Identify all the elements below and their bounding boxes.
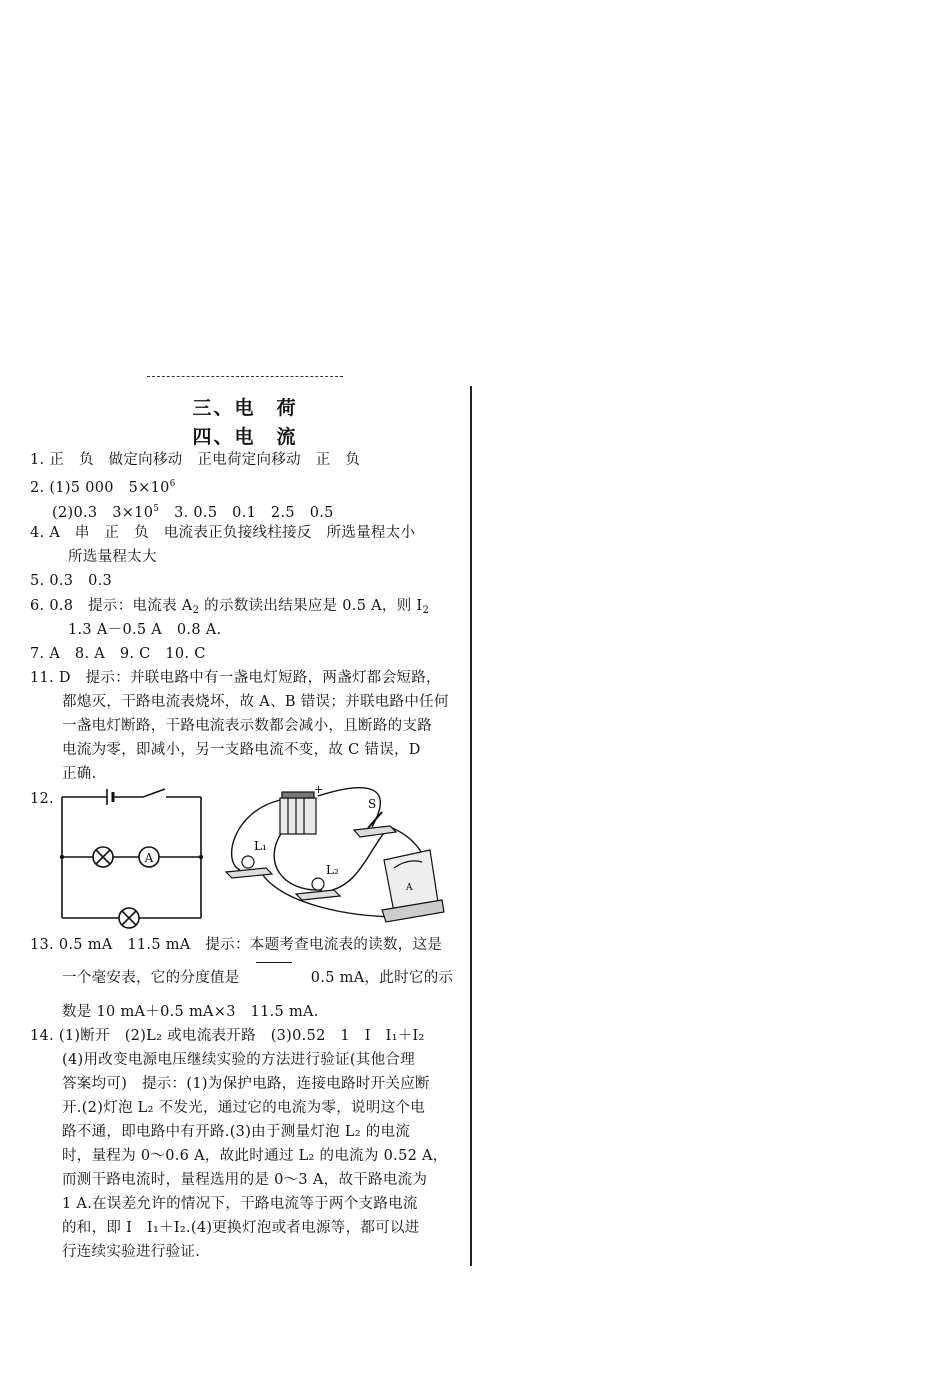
answer-14-line: 行连续实验进行验证. [62,1244,201,1260]
lamp-l2-label: L₂ [326,863,339,877]
answer-14-line: 时，量程为 0～0.6 A，故此时通过 L₂ 的电流为 0.52 A， [62,1148,448,1164]
answer-12-label: 12. [30,791,54,807]
answer-1: 1. 正 负 做定向移动 正电荷定向移动 正 负 [30,452,361,468]
lamp-l1-label: L₁ [254,839,267,853]
answer-14-line: 14. (1)断开 (2)L₂ 或电流表开路 (3)0.52 1 I I₁＋I₂ [30,1028,425,1044]
answer-11-line: 一盏电灯断路，干路电流表示数都会减小，且断路的支路 [62,718,432,734]
knife-switch [354,812,396,837]
answer-4b: 所选量程太大 [68,549,157,565]
answer-13-line: 0.5 mA，此时它的示 [296,970,454,986]
answer-4: 4. A 串 正 负 电流表正负接线柱接反 所选量程太小 [30,525,416,541]
answer-5: 5. 0.3 0.3 [30,573,113,589]
plus-sign: + [314,783,324,796]
answer-13-line: 13. 0.5 mA 11.5 mA 提示：本题考查电流表的读数，这是 [30,937,443,953]
answer-2: 2. (1)5 000 $5\times 10^6$ [30,479,176,496]
ammeter-device [382,850,444,922]
answer-2b: (2)0.3 $3\times 10^5$ 3. 0.5 0.1 2.5 0.5 [52,504,334,521]
answer-14-line: 1 A.在误差允许的情况下，干路电流等于两个支路电流 [62,1196,418,1212]
answer-11-line: 都熄灭，干路电流表烧坏，故 A、B 错误；并联电路中任何 [62,694,449,710]
lamp-symbol-1 [93,847,113,867]
answer-6: 6. 0.8 提示：电流表 $A_2$ 的示数读出结果应是 0.5 A，则 $I_2$ [30,598,430,616]
battery-pack [280,792,316,834]
answer-7: 7. A 8. A 9. C 10. C [30,646,206,662]
column-rule [470,386,472,1266]
answer-11-line: 正确. [62,766,97,782]
answer-14-line: 答案均可) 提示：(1)为保护电路，连接电路时开关应断 [62,1076,430,1092]
answer-11-line: 电流为零，即减小，另一支路电流不变，故 C 错误，D [62,742,421,758]
answer-14-line: 而测干路电流时，量程选用的是 0～3 A，故干路电流为 [62,1172,428,1188]
answer-14-line: 路不通，即电路中有开路.(3)由于测量灯泡 L₂ 的电流 [62,1124,411,1140]
answer-6b: 1.3 A－0.5 A 0.8 A. [68,622,222,638]
ammeter-label: A [144,851,154,865]
switch-label: S [368,797,377,811]
lamp-symbol-2 [119,908,139,928]
wire [232,800,280,870]
answer-14-line: 的和，即 I I₁＋I₂.(4)更换灯泡或者电源等，都可以进 [62,1220,420,1236]
answer-11-line: 11. D 提示：并联电路中有一盏电灯短路，两盏灯都会短路， [30,670,441,686]
dashed-divider [147,376,343,377]
circuit-diagram [55,788,215,928]
answer-14-line: (4)用改变电源电压继续实验的方法进行验证(其他合理 [62,1052,415,1068]
meter-label: A [406,883,413,893]
answer-13-line: 一个毫安表，它的分度值是 [62,970,240,986]
section-heading-4: 四、电 流 [192,426,298,448]
physical-circuit-illustration [222,782,447,932]
answer-13-line: 数是 10 mA＋0.5 mA×3 11.5 mA. [62,1004,319,1020]
fraction [256,961,292,964]
switch-blade [143,789,165,797]
section-heading-3: 三、电 荷 [192,397,298,419]
answer-14-line: 开.(2)灯泡 L₂ 不发光，通过它的电流为零，说明这个电 [62,1100,426,1116]
